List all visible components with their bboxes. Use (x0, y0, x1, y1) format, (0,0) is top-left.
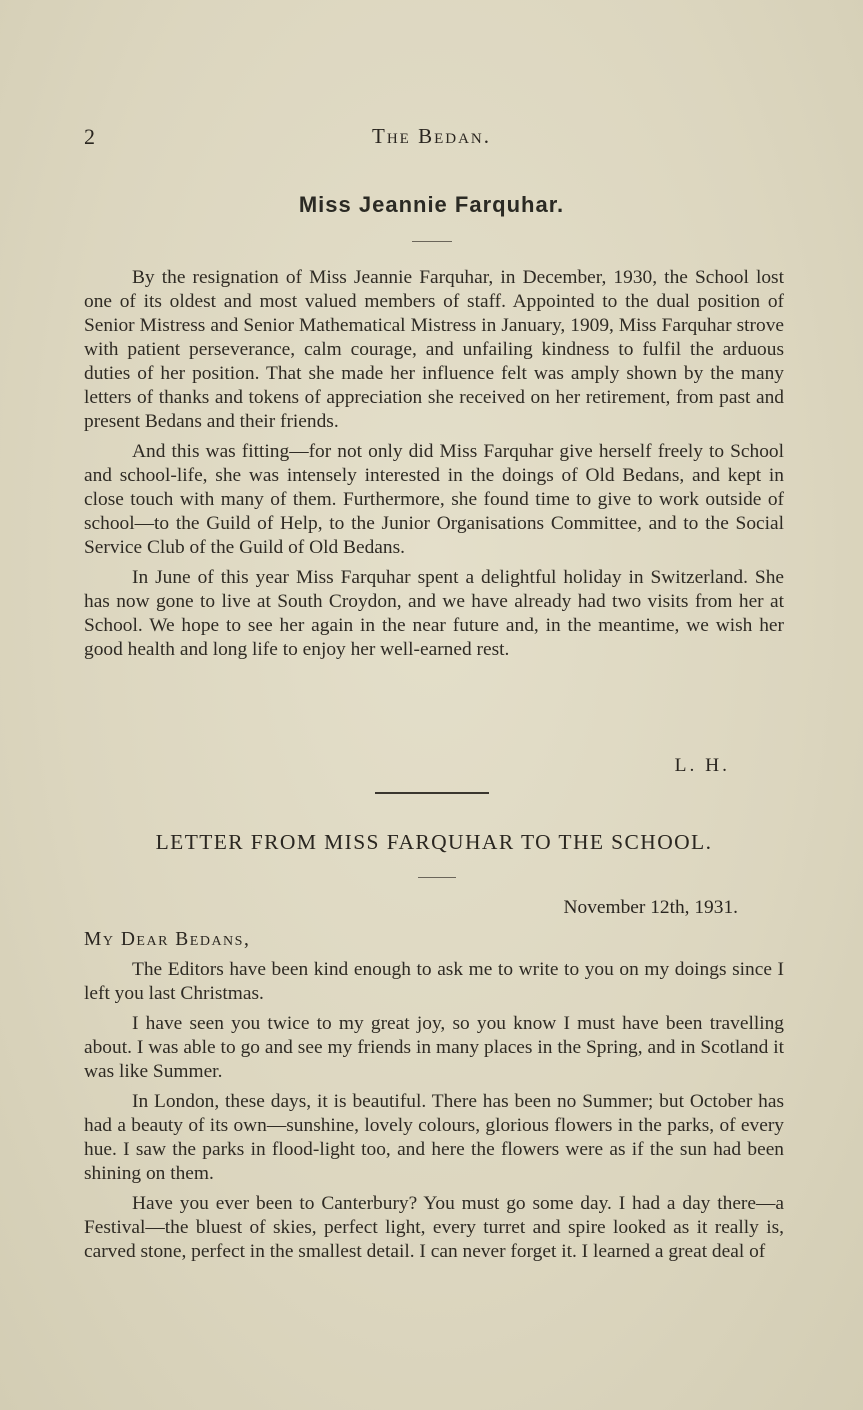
article-body (84, 266, 784, 662)
letter-heading: LETTER FROM MISS FARQUHAR TO THE SCHOOL. (155, 830, 713, 854)
letter-date: November 12th, 1931. (563, 897, 738, 918)
letter-paragraph: The Editors have been kind enough to ask me to write to you on my doings since I left you last Christmas. (84, 959, 784, 1004)
letter-body (84, 958, 784, 1264)
article-paragraph: By the resignation of Miss Jeannie Farquhar, in December, 1930, the School lost one of its oldest and most valued members of staff. Appointed to the dual position of Senior Mistress and Senior Mathematical Mistress in January, 1909, Miss Farquhar strove with patient perseverance, calm courage, and unfailing kindness to fulfil the arduous duties of her position. That she made her influence felt was amply shown by the many letters of thanks and tokens of appreciation she received on her retirement, from past and present Bedans and their friends. (84, 267, 784, 432)
letter-heading-divider (418, 877, 456, 878)
page-number: 2 (84, 124, 96, 149)
section-divider (375, 792, 489, 794)
letter-paragraph: I have seen you twice to my great joy, so you know I must have been travelling about. I was able to go and see my friends in many places in the Spring, and in Scotland it was like Summer. (84, 1013, 784, 1082)
article-paragraph: In June of this year Miss Farquhar spent a delightful holiday in Switzerland. She has now gone to live at South Croydon, and we have already had two visits from her at School. We hope to see her again in the near future and, in the meantime, we wish her good health and long life to enjoy her well-earned rest. (84, 567, 784, 660)
page-header (84, 124, 779, 152)
title-divider (412, 241, 452, 242)
letter-salutation: My Dear Bedans, (84, 929, 251, 950)
running-head: The Bedan. (372, 124, 491, 148)
article-paragraph: And this was fitting—for not only did Miss Farquhar give herself freely to School and school-life, she was intensely interested in the doings of Old Bedans, and kept in close touch with many of them. Furthermore, she found time to give to work outside of school—to the Guild of Help, to the Junior Organisations Committee, and to the Social Service Club of the Guild of Old Bedans. (84, 441, 784, 558)
article-signature: L. H. (674, 755, 730, 776)
letter-paragraph: Have you ever been to Canterbury? You must go some day. I had a day there—a Festival—the bluest of skies, perfect light, every turret and spire looked as it really is, carved stone, perfect in the smallest detail. I can never forget it. I learned a great deal of (84, 1193, 784, 1262)
letter-paragraph: In London, these days, it is beautiful. There has been no Summer; but October has had a beauty of its own—sunshine, lovely colours, glorious flowers in the parks, of every hue. I saw the parks in flood-light too, and here the flowers were as if the sun had been shining on them. (84, 1091, 784, 1184)
article-title: Miss Jeannie Farquhar. (298, 192, 565, 217)
